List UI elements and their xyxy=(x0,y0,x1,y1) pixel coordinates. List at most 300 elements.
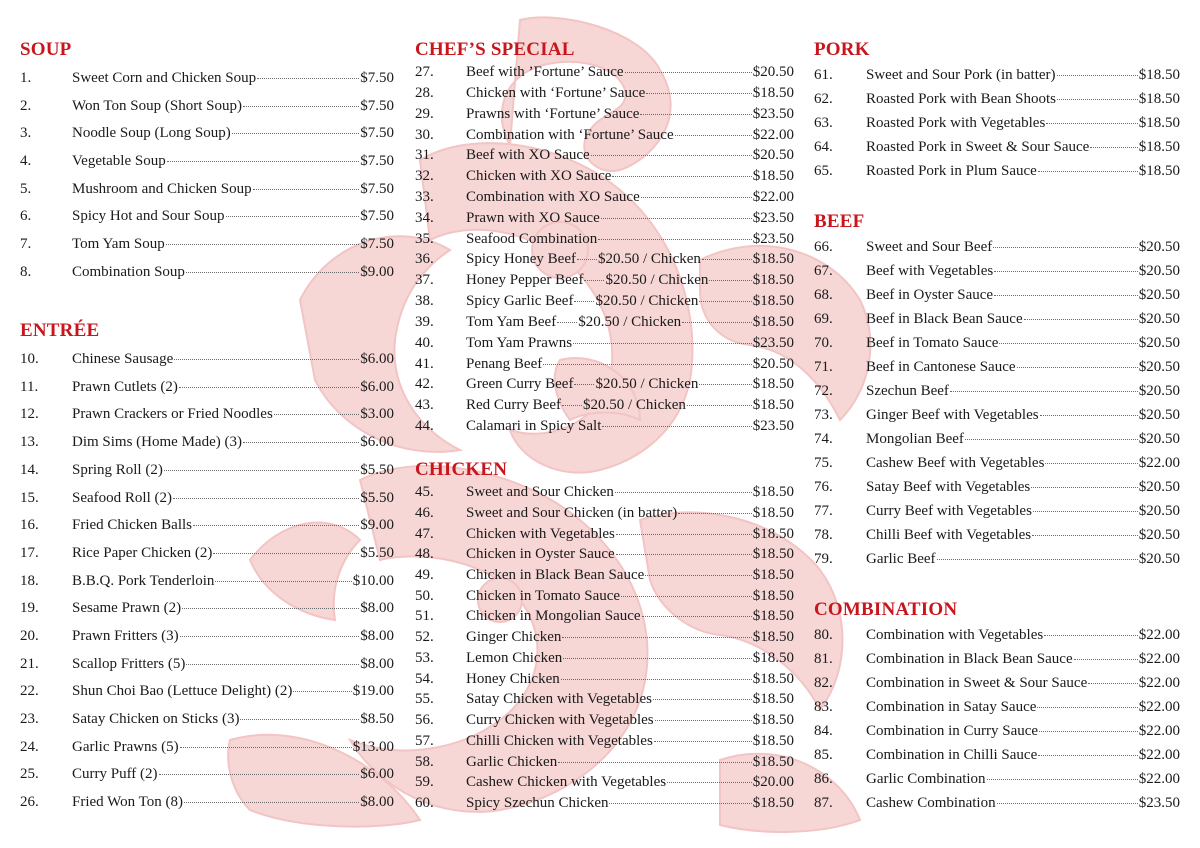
item-price: $5.50 xyxy=(360,544,394,561)
dot-leader xyxy=(1039,731,1138,732)
dot-leader xyxy=(1044,635,1138,636)
item-number: 30. xyxy=(415,126,434,143)
dot-leader xyxy=(179,387,359,388)
dot-leader xyxy=(699,301,751,302)
item-number: 71. xyxy=(814,359,833,375)
menu-item xyxy=(415,607,794,625)
item-name: Chicken in Black Bean Sauce xyxy=(466,566,645,583)
item-name: Spicy Hot and Sour Soup xyxy=(72,208,225,225)
item-number: 18. xyxy=(20,572,39,589)
item-number: 65. xyxy=(814,163,833,179)
item-number: 1. xyxy=(20,70,32,86)
item-price: $23.50 xyxy=(1138,795,1180,811)
item-number: 53. xyxy=(415,649,434,666)
item-name: Won Ton Soup (Short Soup) xyxy=(72,97,242,114)
dot-leader xyxy=(561,679,752,680)
dot-leader xyxy=(186,272,359,273)
item-price: $18.50 xyxy=(1138,163,1180,179)
dot-leader xyxy=(675,135,752,136)
menu-item xyxy=(20,793,394,811)
item-name: Chinese Sausage xyxy=(72,351,174,367)
dot-leader xyxy=(573,343,752,344)
item-number: 67. xyxy=(814,263,833,279)
menu-item xyxy=(415,313,794,331)
menu-item xyxy=(415,690,794,708)
menu-item xyxy=(20,738,394,756)
item-number: 38. xyxy=(415,293,434,309)
dot-leader xyxy=(616,534,752,535)
menu-item xyxy=(20,544,394,562)
menu-item xyxy=(814,382,1180,400)
item-number: 85. xyxy=(814,747,833,763)
dot-leader xyxy=(699,384,751,385)
item-name: Sweet and Sour Pork (in batter) xyxy=(866,67,1056,83)
dot-leader xyxy=(1032,535,1138,536)
menu-item xyxy=(415,794,794,812)
item-name: Honey Pepper Beef xyxy=(466,272,584,289)
item-name: B.B.Q. Pork Tenderloin xyxy=(72,572,215,589)
dot-leader xyxy=(950,391,1138,392)
item-name: Mongolian Beef xyxy=(866,431,964,447)
item-price: $23.50 xyxy=(752,105,794,122)
item-name: Red Curry Beef xyxy=(466,397,561,414)
dot-leader xyxy=(1017,367,1138,368)
item-price: $22.00 xyxy=(1138,651,1180,667)
item-price: $18.50 xyxy=(1138,115,1180,131)
menu-item xyxy=(814,310,1180,328)
menu-item xyxy=(814,746,1180,764)
item-name: Roasted Pork with Vegetables xyxy=(866,115,1046,131)
dot-leader xyxy=(601,218,752,219)
item-number: 36. xyxy=(415,251,434,268)
item-name: Satay Chicken with Vegetables xyxy=(466,691,652,708)
item-price: $20.50 xyxy=(1138,359,1180,375)
item-price: $23.50 xyxy=(752,334,794,351)
item-name: Vegetable Soup xyxy=(72,153,166,169)
dot-leader xyxy=(965,439,1138,440)
item-name: Sweet and Sour Chicken xyxy=(466,484,614,500)
item-number: 31. xyxy=(415,147,434,164)
item-name: Beef in Oyster Sauce xyxy=(866,287,994,303)
menu-item xyxy=(20,765,394,783)
item-price: $20.00 xyxy=(752,774,794,791)
dot-leader xyxy=(562,637,751,638)
item-name: Beef in Black Bean Sauce xyxy=(866,311,1023,327)
item-price: $18.50 xyxy=(752,629,794,646)
item-number: 2. xyxy=(20,97,32,114)
item-price: $18.50 xyxy=(752,313,794,330)
menu-item xyxy=(814,406,1180,424)
menu-item xyxy=(415,271,794,289)
dot-leader xyxy=(655,720,752,721)
item-number: 4. xyxy=(20,153,32,169)
item-price: $20.50 xyxy=(1138,311,1180,327)
item-price: $8.00 xyxy=(360,794,394,810)
item-price: $13.00 xyxy=(352,738,394,755)
dot-leader xyxy=(645,575,751,576)
item-price: $18.50 xyxy=(752,546,794,563)
dot-leader xyxy=(174,359,359,360)
menu-item xyxy=(814,674,1180,692)
item-name: Chilli Chicken with Vegetables xyxy=(466,732,653,749)
item-name: Ginger Chicken xyxy=(466,629,562,646)
dot-leader xyxy=(1031,487,1137,488)
item-name: Sweet and Sour Chicken (in batter) xyxy=(466,504,678,521)
menu-item xyxy=(814,262,1180,280)
dot-leader xyxy=(563,658,752,659)
dot-leader xyxy=(687,405,752,406)
item-number: 73. xyxy=(814,407,833,423)
menu-item xyxy=(415,188,794,206)
menu-item xyxy=(20,572,394,590)
dot-leader xyxy=(274,414,359,415)
item-number: 22. xyxy=(20,683,39,700)
item-name: Roasted Pork in Plum Sauce xyxy=(866,163,1037,179)
section-heading: ENTRÉE xyxy=(20,320,100,341)
menu-item xyxy=(20,235,394,253)
item-name: Beef in Cantonese Sauce xyxy=(866,359,1016,375)
item-number: 45. xyxy=(415,484,434,500)
item-name: Beef with XO Sauce xyxy=(466,147,590,164)
item-name: Tom Yam Prawns xyxy=(466,334,573,351)
dot-leader xyxy=(993,247,1138,248)
item-price: $23.50 xyxy=(752,209,794,226)
item-price: $8.00 xyxy=(360,627,394,644)
item-name: Curry Beef with Vegetables xyxy=(866,503,1032,519)
menu-item xyxy=(415,732,794,750)
menu-item xyxy=(415,628,794,646)
item-number: 56. xyxy=(415,712,434,728)
menu-item xyxy=(814,454,1180,472)
item-name: Cashew Combination xyxy=(866,795,996,811)
item-number: 70. xyxy=(814,335,833,351)
menu-item xyxy=(415,375,794,393)
item-name: Calamari in Spicy Salt xyxy=(466,417,602,434)
item-name: Seafood Combination xyxy=(466,230,598,247)
item-number: 87. xyxy=(814,795,833,811)
item-name: Mushroom and Chicken Soup xyxy=(72,180,252,197)
item-number: 66. xyxy=(814,239,833,255)
menu-item xyxy=(814,358,1180,376)
item-price: $20.50 xyxy=(1138,551,1180,567)
item-name: Combination with ‘Fortune’ Sauce xyxy=(466,126,674,143)
item-number: 41. xyxy=(415,355,434,372)
item-number: 46. xyxy=(415,504,434,521)
section-heading: COMBINATION xyxy=(814,599,958,620)
item-name: Spicy Honey Beef xyxy=(466,251,576,268)
item-name: Combination Soup xyxy=(72,263,185,280)
dot-leader xyxy=(598,239,752,240)
item-price: $18.50 xyxy=(752,293,794,309)
dot-leader xyxy=(1037,707,1137,708)
item-price: $18.50 xyxy=(752,168,794,185)
item-name: Combination in Chilli Sauce xyxy=(866,747,1038,763)
dot-leader xyxy=(641,197,752,198)
dot-leader xyxy=(682,322,752,323)
item-name: Roasted Pork in Sweet & Sour Sauce xyxy=(866,139,1090,155)
menu-item xyxy=(20,599,394,617)
item-number: 52. xyxy=(415,629,434,646)
item-alt-price: $20.50 / Chicken xyxy=(582,397,686,414)
item-price: $20.50 xyxy=(752,64,794,80)
dot-leader xyxy=(164,470,359,471)
dot-leader xyxy=(167,161,360,162)
dot-leader xyxy=(591,155,752,156)
item-alt-price: $20.50 / Chicken xyxy=(597,251,701,268)
dot-leader xyxy=(667,782,752,783)
section-heading: BEEF xyxy=(814,211,865,232)
item-number: 48. xyxy=(415,546,434,563)
item-price: $18.50 xyxy=(752,712,794,728)
dot-leader xyxy=(616,554,752,555)
dot-leader xyxy=(615,492,752,493)
item-name: Sesame Prawn (2) xyxy=(72,600,182,617)
item-number: 76. xyxy=(814,479,833,495)
item-name: Combination in Satay Sauce xyxy=(866,699,1037,715)
dot-leader xyxy=(253,189,360,190)
item-number: 84. xyxy=(814,723,833,739)
item-number: 39. xyxy=(415,313,434,330)
item-number: 63. xyxy=(814,115,833,131)
menu-item xyxy=(415,417,794,435)
item-number: 37. xyxy=(415,272,434,289)
item-price: $22.00 xyxy=(1138,723,1180,739)
dot-leader xyxy=(640,114,751,115)
dot-leader xyxy=(702,259,752,260)
item-price: $18.50 xyxy=(752,566,794,583)
menu-item xyxy=(415,773,794,791)
dot-leader xyxy=(226,216,360,217)
item-name: Prawn Cutlets (2) xyxy=(72,378,178,395)
item-price: $5.50 xyxy=(360,461,394,478)
item-price: $18.50 xyxy=(752,397,794,414)
dot-leader xyxy=(654,741,752,742)
item-price: $19.00 xyxy=(352,683,394,700)
item-number: 3. xyxy=(20,125,32,142)
menu-item xyxy=(415,105,794,123)
item-name: Prawn with XO Sauce xyxy=(466,209,600,226)
item-price: $20.50 xyxy=(1138,239,1180,255)
dot-leader xyxy=(709,280,751,281)
item-number: 8. xyxy=(20,263,32,280)
menu-item xyxy=(20,152,394,170)
dot-leader xyxy=(257,78,359,79)
item-name: Combination with XO Sauce xyxy=(466,188,640,205)
item-price: $6.00 xyxy=(360,766,394,783)
item-number: 20. xyxy=(20,627,39,644)
dot-leader xyxy=(574,301,594,302)
item-number: 33. xyxy=(415,188,434,205)
item-number: 23. xyxy=(20,711,39,727)
item-number: 17. xyxy=(20,544,39,561)
item-name: Spicy Garlic Beef xyxy=(466,293,574,309)
item-number: 19. xyxy=(20,600,39,617)
item-name: Beef with ’Fortune’ Sauce xyxy=(466,64,624,80)
section-heading: CHICKEN xyxy=(415,459,508,480)
dot-leader xyxy=(173,498,359,499)
menu-item xyxy=(20,69,394,87)
item-price: $7.50 xyxy=(360,208,394,225)
menu-item xyxy=(814,722,1180,740)
item-number: 34. xyxy=(415,209,434,226)
item-name: Fried Won Ton (8) xyxy=(72,794,183,810)
item-name: Shun Choi Bao (Lettuce Delight) (2) xyxy=(72,683,293,700)
item-name: Combination with Vegetables xyxy=(866,627,1044,643)
item-price: $7.50 xyxy=(360,70,394,86)
item-price: $18.50 xyxy=(1138,67,1180,83)
item-name: Garlic Chicken xyxy=(466,753,558,770)
item-name: Cashew Chicken with Vegetables xyxy=(466,774,667,791)
item-number: 86. xyxy=(814,771,833,787)
item-name: Fried Chicken Balls xyxy=(72,517,192,534)
menu-item xyxy=(814,526,1180,544)
menu-item xyxy=(814,502,1180,520)
dot-leader xyxy=(1057,75,1138,76)
item-price: $7.50 xyxy=(360,236,394,252)
dot-leader xyxy=(609,803,751,804)
item-number: 81. xyxy=(814,651,833,667)
item-price: $8.00 xyxy=(360,600,394,617)
item-price: $7.50 xyxy=(360,153,394,169)
item-name: Rice Paper Chicken (2) xyxy=(72,544,213,561)
item-name: Combination in Sweet & Sour Sauce xyxy=(866,675,1088,691)
menu-item xyxy=(814,90,1180,108)
menu-item xyxy=(814,138,1180,156)
item-price: $20.50 xyxy=(1138,407,1180,423)
item-price: $18.50 xyxy=(752,587,794,604)
item-number: 26. xyxy=(20,794,39,810)
menu-item xyxy=(415,504,794,522)
menu-item xyxy=(415,334,794,352)
dot-leader xyxy=(612,176,751,177)
item-name: Beef with Vegetables xyxy=(866,263,994,279)
item-price: $3.00 xyxy=(360,406,394,423)
menu-item xyxy=(20,489,394,507)
item-number: 62. xyxy=(814,91,833,107)
item-number: 58. xyxy=(415,753,434,770)
menu-item xyxy=(415,126,794,144)
dot-leader xyxy=(1040,415,1138,416)
menu-item xyxy=(20,627,394,645)
menu-item xyxy=(415,63,794,81)
item-price: $20.50 xyxy=(1138,263,1180,279)
dot-leader xyxy=(213,553,359,554)
item-number: 32. xyxy=(415,168,434,185)
item-name: Spring Roll (2) xyxy=(72,461,163,478)
menu-item xyxy=(20,350,394,368)
item-price: $23.50 xyxy=(752,230,794,247)
dot-leader xyxy=(557,322,577,323)
item-number: 77. xyxy=(814,503,833,519)
item-name: Szechun Beef xyxy=(866,383,949,399)
dot-leader xyxy=(994,271,1138,272)
menu-item xyxy=(20,97,394,115)
item-name: Chilli Beef with Vegetables xyxy=(866,527,1032,543)
menu-item xyxy=(415,525,794,543)
dot-leader xyxy=(1033,511,1138,512)
item-name: Sweet and Sour Beef xyxy=(866,239,993,255)
item-name: Combination in Black Bean Sauce xyxy=(866,651,1073,667)
item-price: $18.50 xyxy=(752,525,794,542)
item-price: $9.00 xyxy=(360,263,394,280)
dot-leader xyxy=(1024,319,1138,320)
item-price: $18.50 xyxy=(752,251,794,268)
item-name: Garlic Prawns (5) xyxy=(72,738,179,755)
item-name: Seafood Roll (2) xyxy=(72,489,172,506)
menu-item xyxy=(20,207,394,225)
item-name: Roasted Pork with Bean Shoots xyxy=(866,91,1056,107)
dot-leader xyxy=(584,280,604,281)
dot-leader xyxy=(232,133,360,134)
item-number: 51. xyxy=(415,608,434,625)
menu-item xyxy=(415,566,794,584)
dot-leader xyxy=(215,581,351,582)
dot-leader xyxy=(997,803,1138,804)
dot-leader xyxy=(240,719,359,720)
menu-item xyxy=(415,670,794,688)
item-name: Curry Chicken with Vegetables xyxy=(466,712,654,728)
menu-item xyxy=(814,770,1180,788)
dot-leader xyxy=(1045,463,1137,464)
item-name: Tom Yam Soup xyxy=(72,236,165,252)
item-price: $20.50 xyxy=(1138,335,1180,351)
dot-leader xyxy=(625,72,752,73)
item-name: Honey Chicken xyxy=(466,670,560,687)
item-name: Chicken in Tomato Sauce xyxy=(466,587,621,604)
item-number: 35. xyxy=(415,230,434,247)
item-price: $9.00 xyxy=(360,517,394,534)
item-price: $22.00 xyxy=(1138,699,1180,715)
item-number: 44. xyxy=(415,417,434,434)
item-price: $20.50 xyxy=(1138,479,1180,495)
item-name: Penang Beef xyxy=(466,355,543,372)
item-number: 6. xyxy=(20,208,32,225)
item-number: 40. xyxy=(415,334,434,351)
item-name: Green Curry Beef xyxy=(466,376,574,393)
menu-item xyxy=(415,649,794,667)
item-price: $18.50 xyxy=(752,272,794,289)
item-price: $8.50 xyxy=(360,711,394,727)
dot-leader xyxy=(642,616,752,617)
item-price: $22.00 xyxy=(1138,455,1180,471)
item-price: $10.00 xyxy=(352,572,394,589)
dot-leader xyxy=(180,636,360,637)
menu-item xyxy=(415,250,794,268)
dot-leader xyxy=(1074,659,1138,660)
item-name: Prawns with ‘Fortune’ Sauce xyxy=(466,105,640,122)
menu-item xyxy=(814,286,1180,304)
item-name: Noodle Soup (Long Soup) xyxy=(72,125,231,142)
item-price: $22.00 xyxy=(1138,747,1180,763)
item-number: 68. xyxy=(814,287,833,303)
item-name: Chicken with XO Sauce xyxy=(466,168,612,185)
item-alt-price: $20.50 / Chicken xyxy=(578,313,682,330)
dot-leader xyxy=(678,513,752,514)
item-number: 83. xyxy=(814,699,833,715)
item-number: 69. xyxy=(814,311,833,327)
item-price: $18.50 xyxy=(1138,91,1180,107)
item-number: 54. xyxy=(415,670,434,687)
item-number: 24. xyxy=(20,738,39,755)
dot-leader xyxy=(184,802,359,803)
item-number: 60. xyxy=(415,795,434,811)
menu-item xyxy=(20,405,394,423)
item-name: Beef in Tomato Sauce xyxy=(866,335,999,351)
dot-leader xyxy=(1090,147,1137,148)
item-number: 57. xyxy=(415,732,434,749)
item-price: $6.00 xyxy=(360,434,394,451)
item-price: $20.50 xyxy=(1138,527,1180,543)
